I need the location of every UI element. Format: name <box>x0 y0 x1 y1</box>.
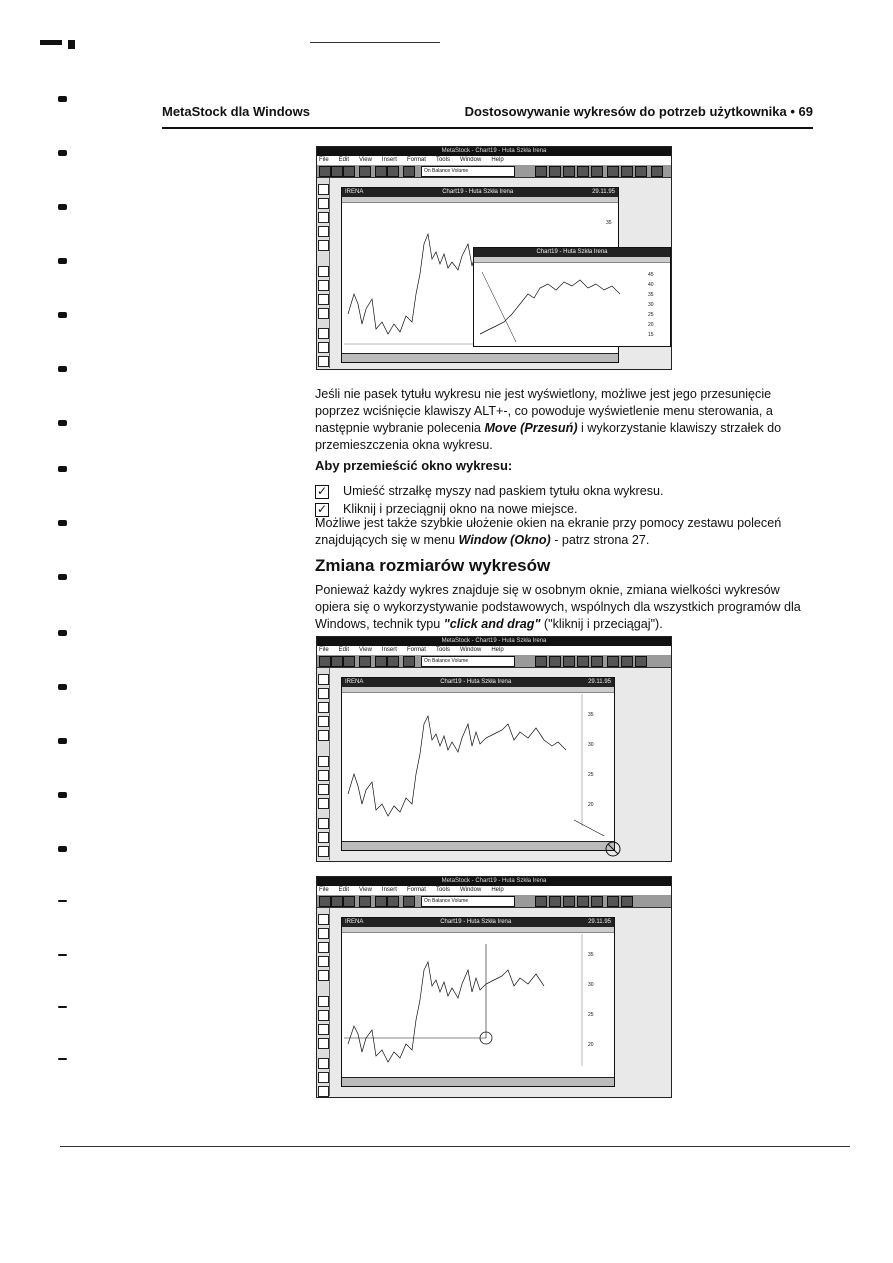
binder-mark <box>58 630 67 636</box>
toolbar-button[interactable] <box>621 166 633 177</box>
binder-mark <box>58 574 67 580</box>
menu-insert[interactable]: Insert <box>381 157 397 163</box>
tool-button[interactable] <box>318 970 329 981</box>
tool-button[interactable] <box>318 1072 329 1083</box>
toolbar-button[interactable] <box>591 656 603 667</box>
menu-view[interactable]: View <box>359 887 372 893</box>
tool-button[interactable] <box>318 266 329 277</box>
menu-file[interactable]: File <box>319 157 329 163</box>
binder-mark <box>58 466 67 472</box>
tool-button[interactable] <box>318 914 329 925</box>
toolbar-button[interactable] <box>331 166 343 177</box>
menu-help[interactable]: Help <box>491 157 504 163</box>
y-tick: 30 <box>648 302 654 308</box>
chart-window-titlebar[interactable]: IRENA Chart19 - Huta Szkła Irena 29.11.95 <box>342 678 614 687</box>
step-2: ✓ Kliknij i przeciągnij okno na nowe miejsce. <box>316 501 578 516</box>
scan-mark <box>40 40 62 45</box>
y-tick: 40 <box>648 282 654 288</box>
toolbar-button[interactable] <box>403 896 415 907</box>
binder-mark <box>58 366 67 372</box>
chart-window-titlebar[interactable]: Chart19 - Huta Szkła Irena <box>474 248 670 257</box>
menu-tools[interactable]: Tools <box>435 887 450 893</box>
binder-mark <box>58 150 67 156</box>
toolbar-button[interactable] <box>343 656 355 667</box>
menu-edit[interactable]: Edit <box>338 157 350 163</box>
chart-window-moving[interactable] <box>473 247 671 347</box>
menu-view[interactable]: View <box>359 157 372 163</box>
toolbar-button[interactable] <box>359 656 371 667</box>
tool-button[interactable] <box>318 1010 329 1021</box>
y-tick: 25 <box>588 1012 594 1018</box>
menu-file[interactable]: File <box>319 647 329 653</box>
binder-mark <box>58 954 67 956</box>
toolbar-button[interactable] <box>621 656 633 667</box>
binder-mark <box>58 420 67 426</box>
app-toolbar <box>317 165 671 178</box>
y-tick: 35 <box>648 292 654 298</box>
checkmark-icon: ✓ <box>316 483 328 498</box>
y-tick: 25 <box>588 772 594 778</box>
app-menubar <box>317 646 671 655</box>
y-tick: 30 <box>588 982 594 988</box>
binder-mark <box>58 96 67 102</box>
procedure-lead: Aby przemieścić okno wykresu: <box>315 458 513 473</box>
tool-button[interactable] <box>318 184 329 195</box>
toolbar-button[interactable] <box>535 656 547 667</box>
toolbar-button[interactable] <box>577 656 589 667</box>
screenshot-resize-before <box>316 636 672 862</box>
tool-button[interactable] <box>318 756 329 767</box>
scan-mark <box>68 40 75 49</box>
toolbar-button[interactable] <box>591 166 603 177</box>
toolbar-button[interactable] <box>343 166 355 177</box>
toolbar-button[interactable] <box>387 166 399 177</box>
menu-insert[interactable]: Insert <box>381 887 397 893</box>
scan-line <box>310 42 440 43</box>
toolbar-button[interactable] <box>403 166 415 177</box>
toolbar-button[interactable] <box>319 896 331 907</box>
y-tick: 30 <box>588 742 594 748</box>
chart-window-titlebar[interactable]: IRENA Chart19 - Huta Szkła Irena 29.11.95 <box>342 918 614 927</box>
toolbar-button[interactable] <box>375 166 387 177</box>
toolbar-button[interactable] <box>607 166 619 177</box>
drawing-toolbar <box>317 908 330 1096</box>
tool-button[interactable] <box>318 770 329 781</box>
toolbar-button[interactable] <box>403 656 415 667</box>
price-chart <box>344 934 612 1074</box>
menu-help[interactable]: Help <box>491 647 504 653</box>
menu-format[interactable]: Format <box>406 157 426 163</box>
tool-button[interactable] <box>318 818 329 829</box>
y-tick: 15 <box>648 332 654 338</box>
tool-button[interactable] <box>318 294 329 305</box>
toolbar-button[interactable] <box>549 896 561 907</box>
toolbar-button[interactable] <box>331 896 343 907</box>
binder-mark <box>58 258 67 264</box>
menu-window[interactable]: Window <box>459 157 482 163</box>
toolbar-button[interactable] <box>607 896 619 907</box>
toolbar-button[interactable] <box>549 656 561 667</box>
tool-button[interactable] <box>318 716 329 727</box>
menu-window[interactable]: Window <box>459 647 482 653</box>
tool-button[interactable] <box>318 328 329 339</box>
chart-hscroll[interactable] <box>342 353 618 362</box>
menu-tools[interactable]: Tools <box>435 157 450 163</box>
menu-edit[interactable]: Edit <box>338 647 350 653</box>
chart-hscroll[interactable] <box>342 1077 614 1086</box>
menu-insert[interactable]: Insert <box>381 647 397 653</box>
app-menubar <box>317 156 671 165</box>
app-toolbar <box>317 655 671 668</box>
tool-button[interactable] <box>318 198 329 209</box>
toolbar-button[interactable] <box>563 656 575 667</box>
toolbar-button[interactable] <box>591 896 603 907</box>
menu-help[interactable]: Help <box>491 887 504 893</box>
resize-cursor-icon <box>603 839 623 859</box>
tool-button[interactable] <box>318 240 329 251</box>
drawing-toolbar <box>317 668 330 860</box>
indicator-combo[interactable]: On Balance Volume <box>421 166 515 177</box>
menu-edit[interactable]: Edit <box>338 887 350 893</box>
menu-format[interactable]: Format <box>406 887 426 893</box>
tool-button[interactable] <box>318 702 329 713</box>
toolbar-button[interactable] <box>535 166 547 177</box>
y-tick: 20 <box>648 322 654 328</box>
running-header-left: MetaStock dla Windows <box>162 104 310 119</box>
y-tick: 35 <box>588 952 594 958</box>
screenshot-move-window <box>316 146 672 370</box>
menu-window[interactable]: Window <box>459 887 482 893</box>
step-1: ✓ Umieść strzałkę myszy nad paskiem tytułu okna wykresu. <box>316 483 664 498</box>
section-title: Zmiana rozmiarów wykresów <box>315 556 551 575</box>
y-tick: 45 <box>648 272 654 278</box>
tool-button[interactable] <box>318 280 329 291</box>
toolbar-button[interactable] <box>563 166 575 177</box>
tool-button[interactable] <box>318 956 329 967</box>
paragraph-move-keyboard: Jeśli nie pasek tytułu wykresu nie jest wyświetlony, możliwe jest jego przesunięcie poprzez wciśnięcie klawiszy ALT+-, co powoduje wyświetlenie menu sterowania, a następnie wybranie polecenia Move (Przesuń) i wykorzystanie klawiszy strzałek do przemieszczenia okna wykresu. <box>315 387 782 452</box>
paragraph-resize: Ponieważ każdy wykres znajduje się w osobnym oknie, zmiana wielkości wykresów opiera się o wykorzystywanie podstawowych, wspólnych dla wszystkich programów dla Windows, technik typu "click and drag" ("kliknij i przeciągaj"). <box>315 583 801 631</box>
tool-button[interactable] <box>318 798 329 809</box>
y-tick: 20 <box>588 802 594 808</box>
checkmark-icon: ✓ <box>316 501 328 516</box>
tool-button[interactable] <box>318 1038 329 1049</box>
y-tick: 25 <box>648 312 654 318</box>
chart-hscroll[interactable] <box>342 841 614 850</box>
tool-button[interactable] <box>318 784 329 795</box>
tool-button[interactable] <box>318 342 329 353</box>
y-tick: 20 <box>588 1042 594 1048</box>
toolbar-button[interactable] <box>563 896 575 907</box>
toolbar-button[interactable] <box>359 166 371 177</box>
tool-button[interactable] <box>318 996 329 1007</box>
footer-rule <box>60 1146 850 1147</box>
tool-button[interactable] <box>318 226 329 237</box>
toolbar-button[interactable] <box>375 896 387 907</box>
app-titlebar: MetaStock - Chart19 - Huta Szkła Irena <box>317 877 671 886</box>
price-chart-small <box>476 264 668 344</box>
drawing-toolbar <box>317 178 330 368</box>
y-tick: 35 <box>588 712 594 718</box>
app-menubar <box>317 886 671 895</box>
tool-button[interactable] <box>318 730 329 741</box>
toolbar-button[interactable] <box>621 896 633 907</box>
app-titlebar: MetaStock - Chart19 - Huta Szkła Irena <box>317 147 671 156</box>
toolbar-button[interactable] <box>375 656 387 667</box>
tool-button[interactable] <box>318 1086 329 1097</box>
toolbar-button[interactable] <box>387 656 399 667</box>
binder-mark <box>58 520 67 526</box>
binder-mark <box>58 1058 67 1060</box>
tool-button[interactable] <box>318 1024 329 1035</box>
binder-mark <box>58 738 67 744</box>
tool-button[interactable] <box>318 832 329 843</box>
toolbar-button[interactable] <box>635 166 647 177</box>
tool-button[interactable] <box>318 1058 329 1069</box>
menu-format[interactable]: Format <box>406 647 426 653</box>
toolbar-button[interactable] <box>577 896 589 907</box>
binder-mark <box>58 204 67 210</box>
y-tick: 35 <box>606 220 612 226</box>
header-rule <box>162 127 813 129</box>
tool-button[interactable] <box>318 688 329 699</box>
binder-mark <box>58 900 67 902</box>
menu-view[interactable]: View <box>359 647 372 653</box>
binder-mark <box>58 312 67 318</box>
screenshot-resize-after <box>316 876 672 1098</box>
tool-button[interactable] <box>318 212 329 223</box>
price-chart <box>344 694 612 836</box>
toolbar-button[interactable] <box>577 166 589 177</box>
tool-button[interactable] <box>318 308 329 319</box>
toolbar-button[interactable] <box>635 656 647 667</box>
toolbar-button[interactable] <box>359 896 371 907</box>
binder-mark <box>58 684 67 690</box>
binder-mark <box>58 1006 67 1008</box>
tool-button[interactable] <box>318 674 329 685</box>
toolbar-button[interactable] <box>331 656 343 667</box>
menu-file[interactable]: File <box>319 887 329 893</box>
tool-button[interactable] <box>318 928 329 939</box>
chart-window-titlebar[interactable]: IRENA Chart19 - Huta Szkła Irena 29.11.95 <box>342 188 618 197</box>
tool-button[interactable] <box>318 942 329 953</box>
app-toolbar <box>317 895 671 908</box>
indicator-combo[interactable]: On Balance Volume <box>421 656 515 667</box>
app-titlebar: MetaStock - Chart19 - Huta Szkła Irena <box>317 637 671 646</box>
toolbar-button[interactable] <box>387 896 399 907</box>
running-header-right: Dostosowywanie wykresów do potrzeb użytkownika • 69 <box>464 104 813 119</box>
toolbar-button[interactable] <box>607 656 619 667</box>
menu-tools[interactable]: Tools <box>435 647 450 653</box>
binder-mark <box>58 792 67 798</box>
toolbar-button[interactable] <box>319 656 331 667</box>
indicator-combo[interactable]: On Balance Volume <box>421 896 515 907</box>
chart-window[interactable] <box>341 677 615 851</box>
paragraph-window-menu: Możliwe jest także szybkie ułożenie okien na ekranie przy pomocy zestawu poleceń znajdujących się w menu Window (Okno) - patrz strona 27. <box>315 516 782 547</box>
toolbar-button[interactable] <box>651 166 663 177</box>
toolbar-button[interactable] <box>535 896 547 907</box>
tool-button[interactable] <box>318 846 329 857</box>
binder-mark <box>58 846 67 852</box>
toolbar-button[interactable] <box>549 166 561 177</box>
toolbar-button[interactable] <box>343 896 355 907</box>
chart-window[interactable] <box>341 917 615 1087</box>
tool-button[interactable] <box>318 356 329 367</box>
toolbar-button[interactable] <box>319 166 331 177</box>
